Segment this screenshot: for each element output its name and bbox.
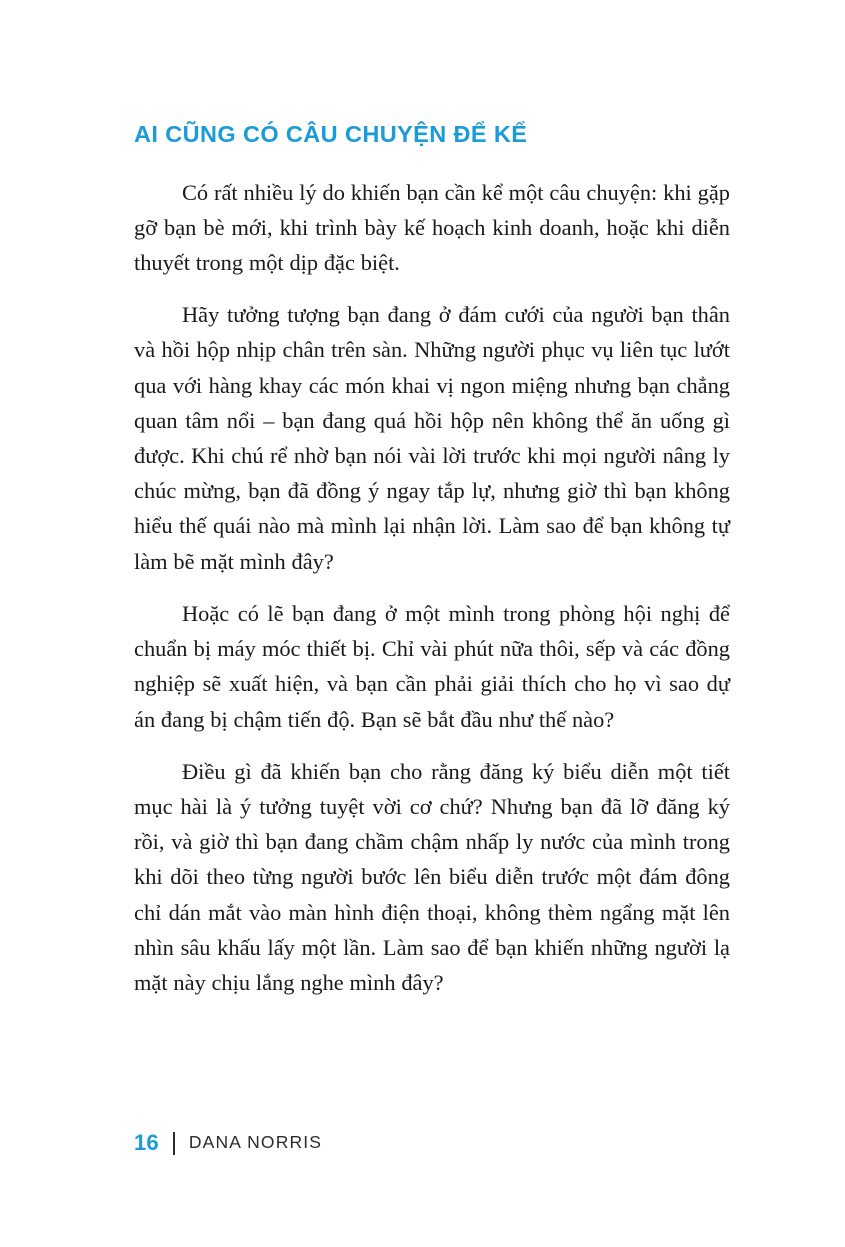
body-paragraph: Hãy tưởng tượng bạn đang ở đám cưới của người bạn thân và hồi hộp nhịp chân trên sàn. Những người phục vụ liên tục lướt qua với hàng khay các món khai vị ngon miệng nhưng bạn chẳng quan tâm nổi – bạn đang quá hồi hộp nên không thể ăn uống gì được. Khi chú rể nhờ bạn nói vài lời trước khi mọi người nâng ly chúc mừng, bạn đã đồng ý ngay tắp lự, nhưng giờ thì bạn không hiểu thế quái nào mà mình lại nhận lời. Làm sao để bạn không tự làm bẽ mặt mình đây? [134,302,730,574]
body-paragraph: Có rất nhiều lý do khiến bạn cần kể một câu chuyện: khi gặp gỡ bạn bè mới, khi trình bày kế hoạch kinh doanh, hoặc khi diễn thuyết trong một dịp đặc biệt. [134,179,730,276]
page-number: 16 [134,1130,159,1155]
chapter-heading: AI CŨNG CÓ CÂU CHUYỆN ĐỂ KỂ [134,121,528,147]
footer-author-name: DANA NORRIS [188,1132,323,1153]
page-footer [134,1128,322,1158]
page-content [134,120,730,1000]
body-paragraph: Điều gì đã khiến bạn cho rằng đăng ký biểu diễn một tiết mục hài là ý tưởng tuyệt vời cơ chứ? Nhưng bạn đã lỡ đăng ký rồi, và giờ thì bạn đang chầm chậm nhấp ly nước của mình trong khi dõi theo từng người bước lên biểu diễn trước một đám đông chỉ dán mắt vào màn hình điện thoại, không thèm ngẩng mặt lên nhìn sâu khấu lấy một lần. Làm sao để bạn khiến những người lạ mặt này chịu lắng nghe mình đây? [134,758,730,995]
footer-divider [173,1132,175,1155]
body-paragraph: Hoặc có lẽ bạn đang ở một mình trong phòng hội nghị để chuẩn bị máy móc thiết bị. Chỉ vài phút nữa thôi, sếp và các đồng nghiệp sẽ xuất hiện, và bạn cần phải giải thích cho họ vì sao dự án đang bị chậm tiến độ. Bạn sẽ bắt đầu như thế nào? [134,600,730,732]
